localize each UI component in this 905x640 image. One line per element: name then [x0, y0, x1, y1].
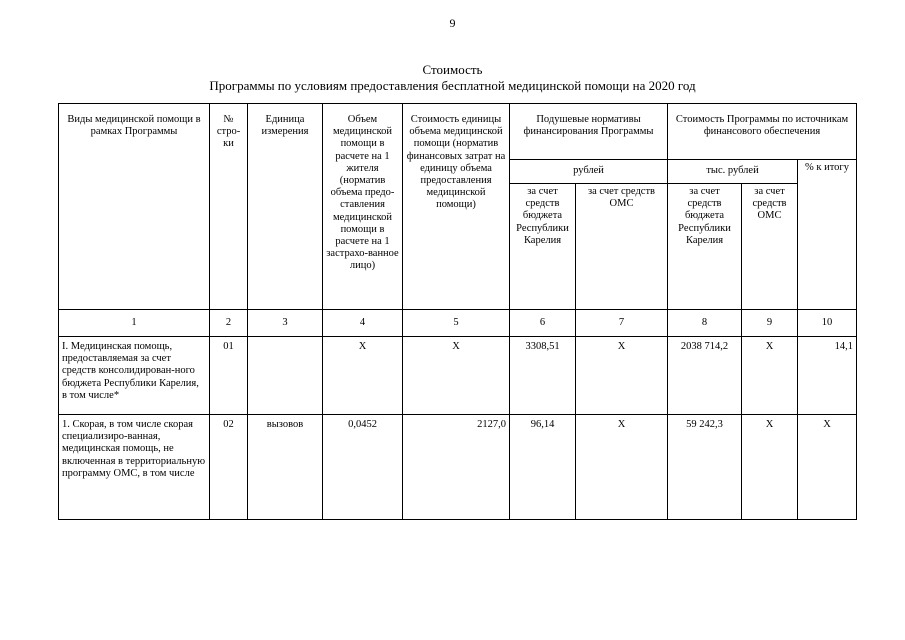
row-cost-oms: X — [742, 415, 798, 520]
row-volume: 0,0452 — [323, 415, 403, 520]
column-number: 2 — [210, 310, 248, 337]
row-percent: X — [798, 415, 857, 520]
header-pc-oms: за счет средств ОМС — [576, 184, 668, 310]
row-name: 1. Скорая, в том числе скорая специализиро-ванная, медицинская помощь, не включенная в территориальную программу ОМС, в том числе — [59, 415, 210, 520]
column-number: 4 — [323, 310, 403, 337]
row-name: I. Медицинская помощь, предоставляемая за счет средств консолидирован-ного бюджета Республики Карелия, в том числе* — [59, 337, 210, 415]
row-pc-budget: 3308,51 — [510, 337, 576, 415]
title-line-2: Программы по условиям предоставления бесплатной медицинской помощи на 2020 год — [209, 78, 696, 93]
header-rubles: рублей — [510, 160, 668, 184]
header-care-types: Виды медицинской помощи в рамках Программы — [59, 104, 210, 310]
row-cost-budget: 2038 714,2 — [668, 337, 742, 415]
header-thousand-rubles: тыс. рублей — [668, 160, 798, 184]
column-number: 9 — [742, 310, 798, 337]
row-pc-oms: X — [576, 337, 668, 415]
column-number-row — [59, 310, 857, 337]
header-unit-cost: Стоимость единицы объема медицинской помощи (норматив финансовых затрат на единицу объема предоставления медицинской помощи) — [403, 104, 510, 310]
column-number: 7 — [576, 310, 668, 337]
header-pc-budget: за счет средств бюджета Республики Карелия — [510, 184, 576, 310]
header-volume: Объем медицинской помощи в расчете на 1 жителя (норматив объема предо-ставления медицинской помощи в расчете на 1 застрахо-ванное лицо) — [323, 104, 403, 310]
column-number: 10 — [798, 310, 857, 337]
row-cost-budget: 59 242,3 — [668, 415, 742, 520]
column-number: 3 — [248, 310, 323, 337]
row-pc-budget: 96,14 — [510, 415, 576, 520]
row-line: 01 — [210, 337, 248, 415]
row-pc-oms: X — [576, 415, 668, 520]
header-cost-oms: за счет средств ОМС — [742, 184, 798, 310]
title-line-1: Стоимость — [422, 62, 483, 77]
header-cost-budget: за счет средств бюджета Республики Карелия — [668, 184, 742, 310]
header-per-capita-group: Подушевые нормативы финансирования Программы — [510, 104, 668, 160]
header-cost-group: Стоимость Программы по источникам финансового обеспечения — [668, 104, 857, 160]
row-percent: 14,1 — [798, 337, 857, 415]
row-unit — [248, 337, 323, 415]
program-cost-table — [58, 103, 857, 520]
header-line-number: № стро-ки — [210, 104, 248, 310]
column-number: 8 — [668, 310, 742, 337]
column-number: 1 — [59, 310, 210, 337]
column-number: 5 — [403, 310, 510, 337]
header-unit: Единица измерения — [248, 104, 323, 310]
page-title — [0, 62, 905, 94]
row-unit-cost: X — [403, 337, 510, 415]
row-line: 02 — [210, 415, 248, 520]
header-percent-total: % к итогу — [798, 160, 857, 310]
table-row — [59, 337, 857, 415]
row-unit-cost: 2127,0 — [403, 415, 510, 520]
row-cost-oms: X — [742, 337, 798, 415]
page-number: 9 — [449, 16, 456, 30]
column-number: 6 — [510, 310, 576, 337]
row-unit: вызовов — [248, 415, 323, 520]
table-row — [59, 415, 857, 520]
row-volume: X — [323, 337, 403, 415]
